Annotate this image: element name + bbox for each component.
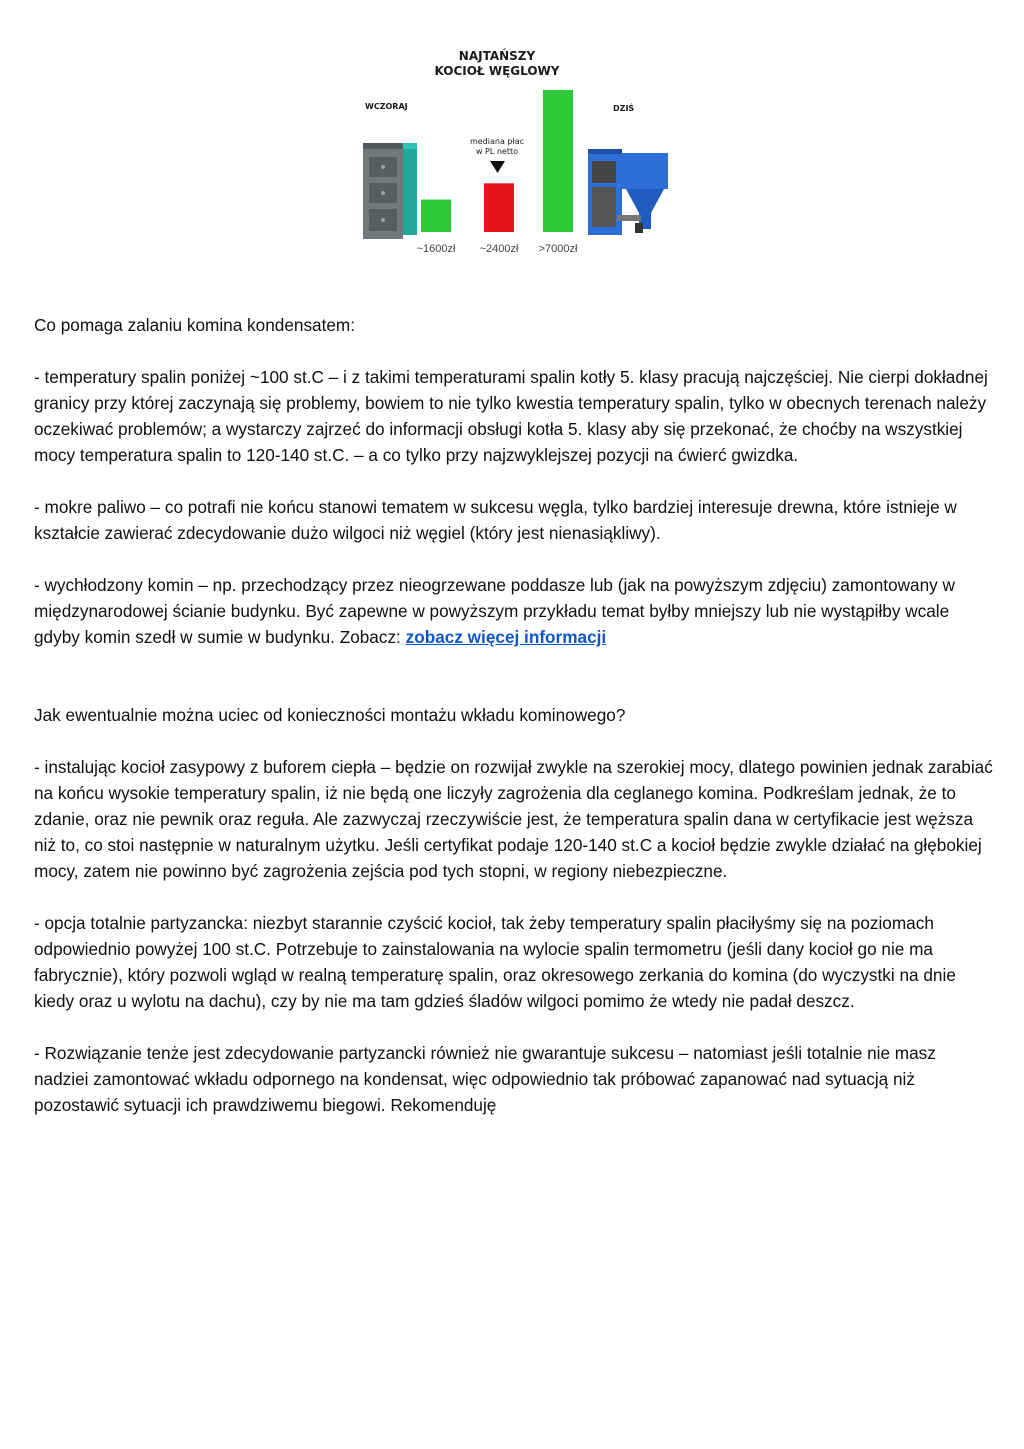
paragraph-cold-chimney: [34, 572, 994, 650]
median-arrow-icon: [490, 161, 505, 173]
paragraph-wet-fuel: - mokre paliwo – co potrafi nie końcu stanowi tematem w sukcesu węgla, tylko bardziej interesuje drewna, które istnieje w kształcie zawierać zdecydowanie dużo wilgoci niż węgiel (który jest nienasiąkliwy).: [34, 497, 957, 543]
paragraph-recommendation: - Rozwiązanie tenże jest zdecydowanie partyzancki również nie gwarantuje sukcesu – natomiast jeśli totalnie nie masz nadziei zamontować wkładu odpornego na kondensat, więc odpowiednio tak próbować zapanować nad sytuacją niż pozostawić sytuacji ich prawdziwemu biegowi. Rekomenduję: [34, 1043, 936, 1115]
section-heading-avoid-liner: Jak ewentualnie można uciec od konieczności montażu wkładu kominowego?: [34, 705, 626, 725]
paragraph-partisan-option: - opcja totalnie partyzancka: niezbyt starannie czyścić kocioł, tak żeby temperatury spalin płaciłyśmy się na poziomach odpowiednio powyżej 100 st.C. Potrzebuje to zainstalowania na wylocie spalin termometru (jeśli dany kocioł go nie ma fabrycznie), który pozwoli wgląd w realną temperaturę spalin, oraz okresowego zerkania do komina (do wyczystki na dnie kiedy oraz u wylotu na dachu), czy by nie ma tam gdzieś śladów wilgoci pomimo że wtedy nie padał deszcz.: [34, 913, 956, 1011]
price-label-2: ~2400zł: [479, 243, 519, 255]
boiler-price-infographic: [355, 45, 675, 265]
paragraph-flue-temperature: - temperatury spalin poniżej ~100 st.C – i z takimi temperaturami spalin kotły 5. klasy pracują najczęściej. Nie cierpi dokładnej granicy przy której zaczynają się problemy, bowiem to nie tylko kwestia temperatury spalin, tylko w obecnych terenach należy oczekiwać problemów; a wystarczy zajrzeć do informacji obsługi kotła 5. klasy aby się przekonać, że choćby na wszystkiej mocy temperatura spalin to 120-140 st.C. – a co tylko przy najzwyklejszej pozycji na ćwierć gwizdka.: [34, 367, 988, 465]
paragraph-buffer-boiler: - instalując kocioł zasypowy z buforem ciepła – będzie on rozwijał zwykle na szerokiej mocy, dlatego powinien jednak zarabiać na końcu wysokie temperatury spalin, iż nie będą one liczyły zagrożenia dla ceglanego komina. Podkreślam jednak, że to zdanie, oraz nie pewnik oraz reguła. Ale zazwyczaj rzeczywiście jest, że temperatura spalin dana w certyfikacie jest węższa niż to, co stoi następnie w naturalnym użytku. Jeśli certyfikat podaje 120-140 st.C a kocioł będzie zwykle działać na głębokiej mocy, zatem nie powinno być zagrożenia zejścia pod tych stopni, w regiony niebezpieczne.: [34, 757, 993, 881]
label-yesterday: WCZORAJ: [365, 102, 408, 111]
price-bar-2: [484, 183, 514, 232]
median-note-line2: w PL netto: [475, 147, 519, 156]
article-body: [34, 312, 994, 1144]
paragraph-cold-chimney-text: - wychłodzony komin – np. przechodzący przez nieogrzewane poddasze lub (jak na powyższym zdjęciu) zamontowany w międzynarodowej ścianie budynku. Być zapewne w powyższym przykładu temat byłby mniejszy lub nie wystąpiłby wcale gdyby komin szedł w sumie w budynku. Zobacz:: [34, 575, 955, 647]
section-heading-condensate: Co pomaga zalaniu komina kondensatem:: [34, 315, 356, 335]
median-note-line1: mediana płac: [469, 137, 525, 146]
price-label-1: ~1600zł: [416, 243, 456, 255]
automatic-pellet-boiler-image: [588, 149, 668, 235]
more-info-link[interactable]: zobacz więcej informacji: [405, 627, 607, 647]
price-bar-3: [543, 90, 573, 232]
price-bar-1: [421, 200, 451, 232]
figure-title-line2: KOCIOŁ WĘGLOWY: [434, 64, 560, 78]
figure-title-line1: NAJTAŃSZY: [458, 49, 536, 63]
old-coal-boiler-image: [363, 143, 417, 239]
price-label-3: >7000zł: [538, 243, 578, 255]
label-today: DZIŚ: [613, 104, 635, 113]
